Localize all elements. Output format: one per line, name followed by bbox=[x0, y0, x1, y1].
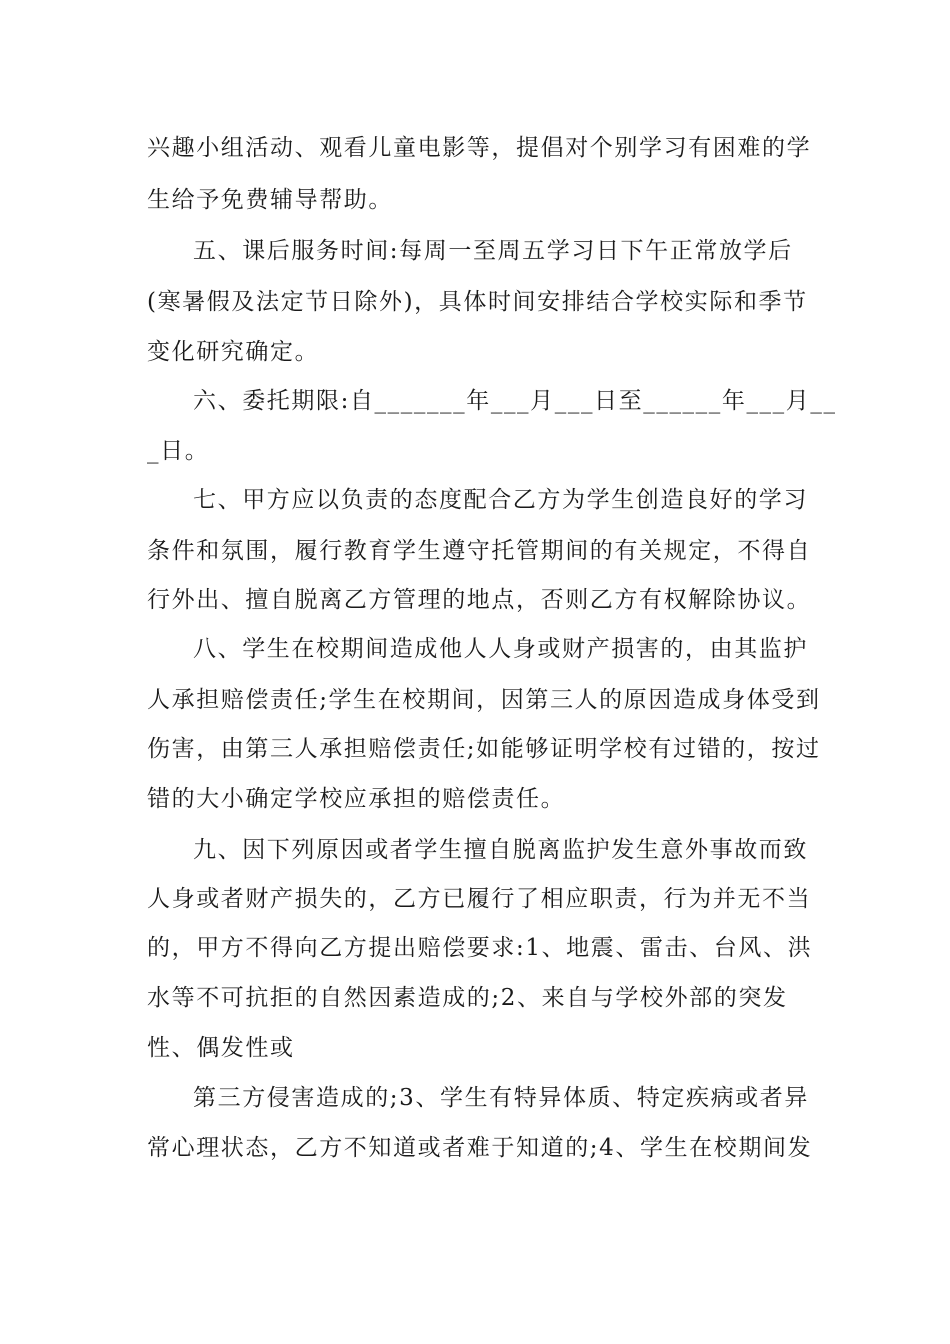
text-line: 生给予免费辅导帮助。 bbox=[147, 187, 393, 213]
text-line: 七、甲方应以负责的态度配合乙方为学生创造良好的学习 bbox=[193, 487, 808, 513]
text-line: 六、委托期限:自_______年___月___日至______年___月__ bbox=[193, 388, 837, 414]
text-line: 错的大小确定学校应承担的赔偿责任。 bbox=[147, 786, 566, 812]
text-line: 人承担赔偿责任;学生在校期间，因第三人的原因造成身体受到 bbox=[147, 687, 821, 713]
text-line: 变化研究确定。 bbox=[147, 339, 320, 365]
text-line: 水等不可抗拒的自然因素造成的;2、来自与学校外部的突发 bbox=[147, 985, 788, 1011]
text-line: 八、学生在校期间造成他人人身或财产损害的，由其监护 bbox=[193, 636, 808, 662]
text-line: _日。 bbox=[147, 438, 210, 464]
text-line: 常心理状态，乙方不知道或者难于知道的;4、学生在校期间发 bbox=[147, 1135, 813, 1161]
text-line: 第三方侵害造成的;3、学生有特异体质、特定疾病或者异 bbox=[193, 1085, 809, 1111]
text-line: 人身或者财产损失的，乙方已履行了相应职责，行为并无不当 bbox=[147, 886, 812, 912]
text-line: 伤害，由第三人承担赔偿责任;如能够证明学校有过错的，按过 bbox=[147, 736, 821, 762]
text-line: 兴趣小组活动、观看儿童电影等，提倡对个别学习有困难的学 bbox=[147, 135, 812, 161]
text-line: 九、因下列原因或者学生擅自脱离监护发生意外事故而致 bbox=[193, 837, 808, 863]
text-line: 条件和氛围，履行教育学生遵守托管期间的有关规定，不得自 bbox=[147, 538, 812, 564]
text-line: 行外出、擅自脱离乙方管理的地点，否则乙方有权解除协议。 bbox=[147, 587, 812, 613]
text-line: 的，甲方不得向乙方提出赔偿要求:1、地震、雷击、台风、洪 bbox=[147, 935, 813, 961]
text-line: 五、课后服务时间:每周一至周五学习日下午正常放学后 bbox=[193, 238, 793, 264]
text-line: (寒暑假及法定节日除外)，具体时间安排结合学校实际和季节 bbox=[147, 289, 808, 315]
text-line: 性、偶发性或 bbox=[147, 1035, 295, 1061]
